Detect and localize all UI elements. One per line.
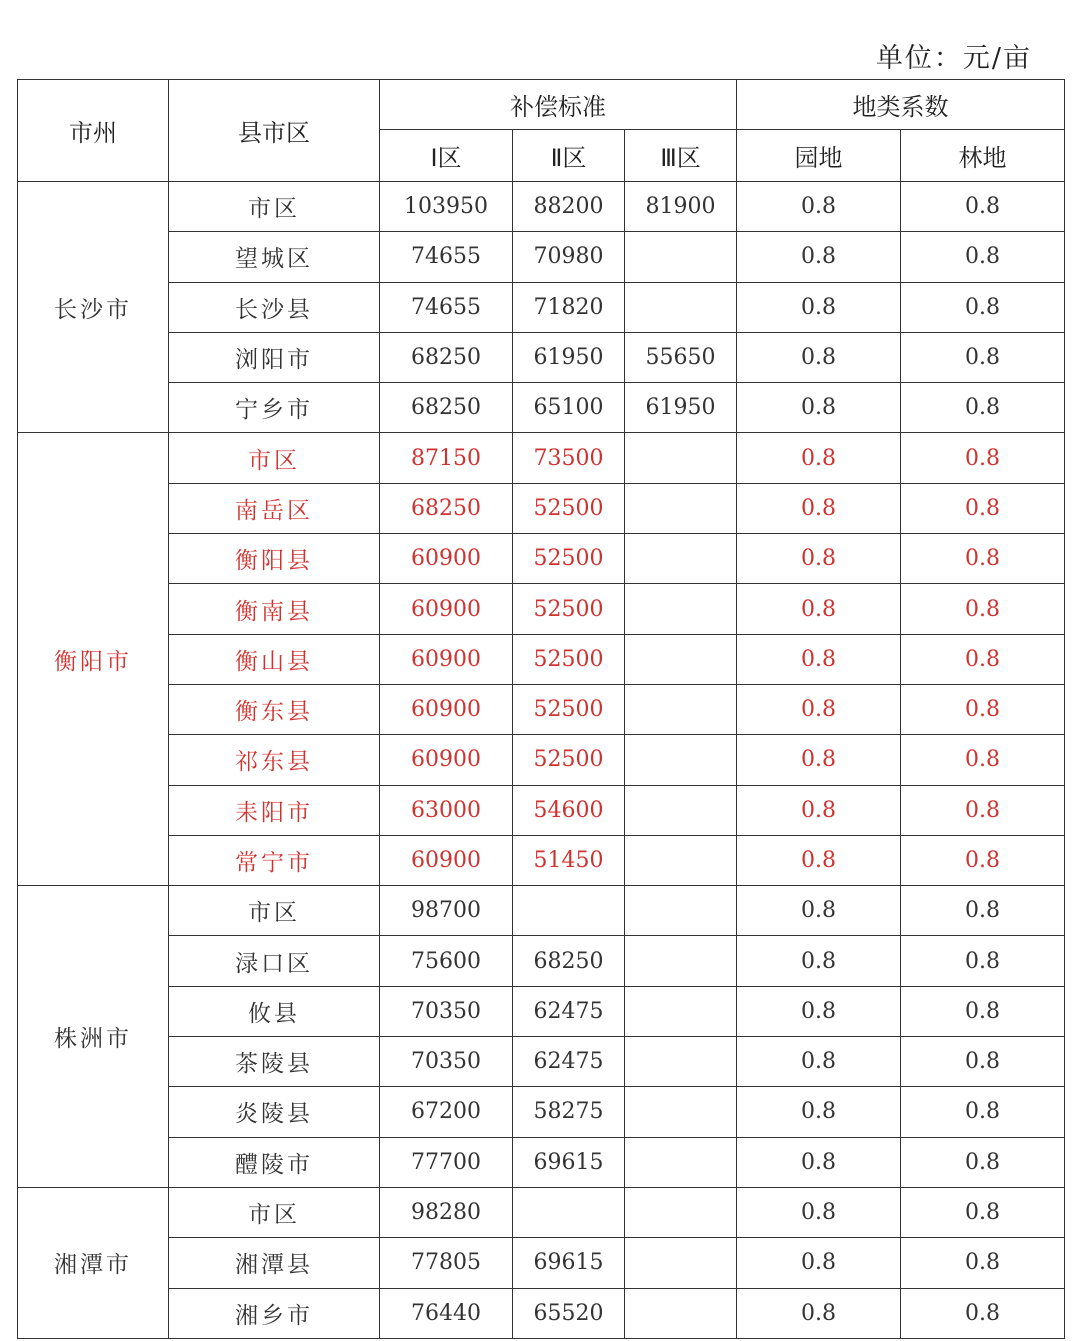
zone1-cell: 60900 xyxy=(380,684,513,734)
garden-coefficient-cell: 0.8 xyxy=(737,1187,901,1237)
zone2-cell xyxy=(513,886,625,936)
zone1-cell: 98280 xyxy=(380,1187,513,1237)
zone2-cell: 52500 xyxy=(513,584,625,634)
zone2-cell: 52500 xyxy=(513,534,625,584)
zone3-cell xyxy=(625,433,737,483)
forest-coefficient-cell: 0.8 xyxy=(901,534,1065,584)
zone3-cell xyxy=(625,1187,737,1237)
zone1-cell: 68250 xyxy=(380,332,513,382)
zone2-cell: 71820 xyxy=(513,282,625,332)
county-cell: 衡阳县 xyxy=(169,534,380,584)
county-cell: 祁东县 xyxy=(169,735,380,785)
zone1-cell: 74655 xyxy=(380,282,513,332)
compensation-table xyxy=(17,79,1065,1339)
table-row xyxy=(18,1238,1065,1288)
table-row xyxy=(18,634,1065,684)
table-row xyxy=(18,735,1065,785)
zone1-cell: 77805 xyxy=(380,1238,513,1288)
table-body xyxy=(18,182,1065,1339)
zone2-cell: 73500 xyxy=(513,433,625,483)
garden-coefficient-cell: 0.8 xyxy=(737,383,901,433)
forest-coefficient-cell: 0.8 xyxy=(901,1087,1065,1137)
zone3-cell xyxy=(625,534,737,584)
zone3-cell xyxy=(625,584,737,634)
zone2-cell: 65520 xyxy=(513,1288,625,1338)
zone1-cell: 70350 xyxy=(380,986,513,1036)
garden-coefficient-cell: 0.8 xyxy=(737,835,901,885)
garden-coefficient-cell: 0.8 xyxy=(737,182,901,232)
county-cell: 衡南县 xyxy=(169,584,380,634)
zone2-cell: 68250 xyxy=(513,936,625,986)
zone3-cell xyxy=(625,936,737,986)
garden-coefficient-cell: 0.8 xyxy=(737,332,901,382)
garden-coefficient-cell: 0.8 xyxy=(737,886,901,936)
zone2-cell: 62475 xyxy=(513,986,625,1036)
zone1-cell: 70350 xyxy=(380,1037,513,1087)
zone3-cell: 55650 xyxy=(625,332,737,382)
forest-coefficient-cell: 0.8 xyxy=(901,433,1065,483)
table-row xyxy=(18,182,1065,232)
header-forest: 林地 xyxy=(901,130,1065,182)
forest-coefficient-cell: 0.8 xyxy=(901,1288,1065,1338)
county-cell: 市区 xyxy=(169,1187,380,1237)
garden-coefficient-cell: 0.8 xyxy=(737,282,901,332)
garden-coefficient-cell: 0.8 xyxy=(737,986,901,1036)
zone2-cell: 69615 xyxy=(513,1238,625,1288)
zone1-cell: 60900 xyxy=(380,584,513,634)
zone1-cell: 68250 xyxy=(380,483,513,533)
forest-coefficient-cell: 0.8 xyxy=(901,634,1065,684)
garden-coefficient-cell: 0.8 xyxy=(737,1137,901,1187)
zone3-cell xyxy=(625,1238,737,1288)
forest-coefficient-cell: 0.8 xyxy=(901,483,1065,533)
garden-coefficient-cell: 0.8 xyxy=(737,1037,901,1087)
forest-coefficient-cell: 0.8 xyxy=(901,182,1065,232)
forest-coefficient-cell: 0.8 xyxy=(901,232,1065,282)
zone3-cell xyxy=(625,1037,737,1087)
zone1-cell: 87150 xyxy=(380,433,513,483)
header-county: 县市区 xyxy=(169,80,380,182)
zone1-cell: 103950 xyxy=(380,182,513,232)
garden-coefficient-cell: 0.8 xyxy=(737,936,901,986)
table-row xyxy=(18,232,1065,282)
header-zone2: Ⅱ区 xyxy=(513,130,625,182)
zone2-cell: 52500 xyxy=(513,735,625,785)
table-row xyxy=(18,1288,1065,1338)
county-cell: 炎陵县 xyxy=(169,1087,380,1137)
zone3-cell xyxy=(625,886,737,936)
zone2-cell: 58275 xyxy=(513,1087,625,1137)
header-compensation: 补偿标准 xyxy=(380,80,737,130)
header-garden: 园地 xyxy=(737,130,901,182)
zone2-cell: 54600 xyxy=(513,785,625,835)
forest-coefficient-cell: 0.8 xyxy=(901,584,1065,634)
zone3-cell xyxy=(625,282,737,332)
zone2-cell xyxy=(513,1187,625,1237)
forest-coefficient-cell: 0.8 xyxy=(901,1037,1065,1087)
table-row xyxy=(18,986,1065,1036)
table-row xyxy=(18,835,1065,885)
zone1-cell: 77700 xyxy=(380,1137,513,1187)
county-cell: 茶陵县 xyxy=(169,1037,380,1087)
header-zone3: Ⅲ区 xyxy=(625,130,737,182)
forest-coefficient-cell: 0.8 xyxy=(901,785,1065,835)
zone2-cell: 69615 xyxy=(513,1137,625,1187)
garden-coefficient-cell: 0.8 xyxy=(737,785,901,835)
zone3-cell xyxy=(625,1137,737,1187)
garden-coefficient-cell: 0.8 xyxy=(737,634,901,684)
county-cell: 南岳区 xyxy=(169,483,380,533)
forest-coefficient-cell: 0.8 xyxy=(901,1238,1065,1288)
county-cell: 常宁市 xyxy=(169,835,380,885)
table-row xyxy=(18,1137,1065,1187)
table-row xyxy=(18,1187,1065,1237)
zone2-cell: 65100 xyxy=(513,383,625,433)
zone2-cell: 70980 xyxy=(513,232,625,282)
table-row xyxy=(18,886,1065,936)
city-cell: 长沙市 xyxy=(18,182,169,433)
table-row xyxy=(18,282,1065,332)
city-cell: 株洲市 xyxy=(18,886,169,1188)
zone3-cell xyxy=(625,1288,737,1338)
zone3-cell: 61950 xyxy=(625,383,737,433)
garden-coefficient-cell: 0.8 xyxy=(737,534,901,584)
zone1-cell: 60900 xyxy=(380,735,513,785)
table-row xyxy=(18,332,1065,382)
garden-coefficient-cell: 0.8 xyxy=(737,232,901,282)
forest-coefficient-cell: 0.8 xyxy=(901,1187,1065,1237)
county-cell: 浏阳市 xyxy=(169,332,380,382)
city-cell: 衡阳市 xyxy=(18,433,169,886)
header-zone1: Ⅰ区 xyxy=(380,130,513,182)
table-row xyxy=(18,1087,1065,1137)
county-cell: 望城区 xyxy=(169,232,380,282)
zone1-cell: 60900 xyxy=(380,534,513,584)
zone1-cell: 60900 xyxy=(380,835,513,885)
table-row xyxy=(18,1037,1065,1087)
table-row xyxy=(18,483,1065,533)
garden-coefficient-cell: 0.8 xyxy=(737,684,901,734)
zone1-cell: 75600 xyxy=(380,936,513,986)
forest-coefficient-cell: 0.8 xyxy=(901,735,1065,785)
zone2-cell: 62475 xyxy=(513,1037,625,1087)
table-row xyxy=(18,433,1065,483)
forest-coefficient-cell: 0.8 xyxy=(901,383,1065,433)
zone2-cell: 52500 xyxy=(513,634,625,684)
zone3-cell xyxy=(625,735,737,785)
table-row xyxy=(18,936,1065,986)
garden-coefficient-cell: 0.8 xyxy=(737,1288,901,1338)
forest-coefficient-cell: 0.8 xyxy=(901,936,1065,986)
zone3-cell: 81900 xyxy=(625,182,737,232)
county-cell: 醴陵市 xyxy=(169,1137,380,1187)
forest-coefficient-cell: 0.8 xyxy=(901,835,1065,885)
county-cell: 市区 xyxy=(169,433,380,483)
zone3-cell xyxy=(625,1087,737,1137)
zone3-cell xyxy=(625,785,737,835)
forest-coefficient-cell: 0.8 xyxy=(901,886,1065,936)
county-cell: 长沙县 xyxy=(169,282,380,332)
zone1-cell: 68250 xyxy=(380,383,513,433)
county-cell: 攸县 xyxy=(169,986,380,1036)
zone2-cell: 88200 xyxy=(513,182,625,232)
zone1-cell: 74655 xyxy=(380,232,513,282)
garden-coefficient-cell: 0.8 xyxy=(737,1238,901,1288)
table-row xyxy=(18,383,1065,433)
zone1-cell: 63000 xyxy=(380,785,513,835)
zone1-cell: 76440 xyxy=(380,1288,513,1338)
garden-coefficient-cell: 0.8 xyxy=(737,433,901,483)
county-cell: 市区 xyxy=(169,182,380,232)
table-row xyxy=(18,534,1065,584)
garden-coefficient-cell: 0.8 xyxy=(737,1087,901,1137)
county-cell: 渌口区 xyxy=(169,936,380,986)
city-cell: 湘潭市 xyxy=(18,1187,169,1338)
county-cell: 耒阳市 xyxy=(169,785,380,835)
county-cell: 宁乡市 xyxy=(169,383,380,433)
zone1-cell: 60900 xyxy=(380,634,513,684)
table-row xyxy=(18,785,1065,835)
forest-coefficient-cell: 0.8 xyxy=(901,282,1065,332)
forest-coefficient-cell: 0.8 xyxy=(901,684,1065,734)
zone3-cell xyxy=(625,986,737,1036)
garden-coefficient-cell: 0.8 xyxy=(737,483,901,533)
zone3-cell xyxy=(625,835,737,885)
forest-coefficient-cell: 0.8 xyxy=(901,332,1065,382)
unit-label: 单位：元/亩 xyxy=(875,43,1032,74)
zone1-cell: 98700 xyxy=(380,886,513,936)
county-cell: 湘乡市 xyxy=(169,1288,380,1338)
zone3-cell xyxy=(625,232,737,282)
county-cell: 衡山县 xyxy=(169,634,380,684)
zone2-cell: 52500 xyxy=(513,684,625,734)
zone2-cell: 61950 xyxy=(513,332,625,382)
garden-coefficient-cell: 0.8 xyxy=(737,735,901,785)
header-city: 市州 xyxy=(18,80,169,182)
zone3-cell xyxy=(625,684,737,734)
county-cell: 衡东县 xyxy=(169,684,380,734)
zone2-cell: 52500 xyxy=(513,483,625,533)
zone3-cell xyxy=(625,634,737,684)
zone2-cell: 51450 xyxy=(513,835,625,885)
zone3-cell xyxy=(625,483,737,533)
county-cell: 市区 xyxy=(169,886,380,936)
county-cell: 湘潭县 xyxy=(169,1238,380,1288)
forest-coefficient-cell: 0.8 xyxy=(901,1137,1065,1187)
table-row xyxy=(18,584,1065,634)
garden-coefficient-cell: 0.8 xyxy=(737,584,901,634)
header-coefficient: 地类系数 xyxy=(737,80,1065,130)
table-row xyxy=(18,684,1065,734)
forest-coefficient-cell: 0.8 xyxy=(901,986,1065,1036)
zone1-cell: 67200 xyxy=(380,1087,513,1137)
